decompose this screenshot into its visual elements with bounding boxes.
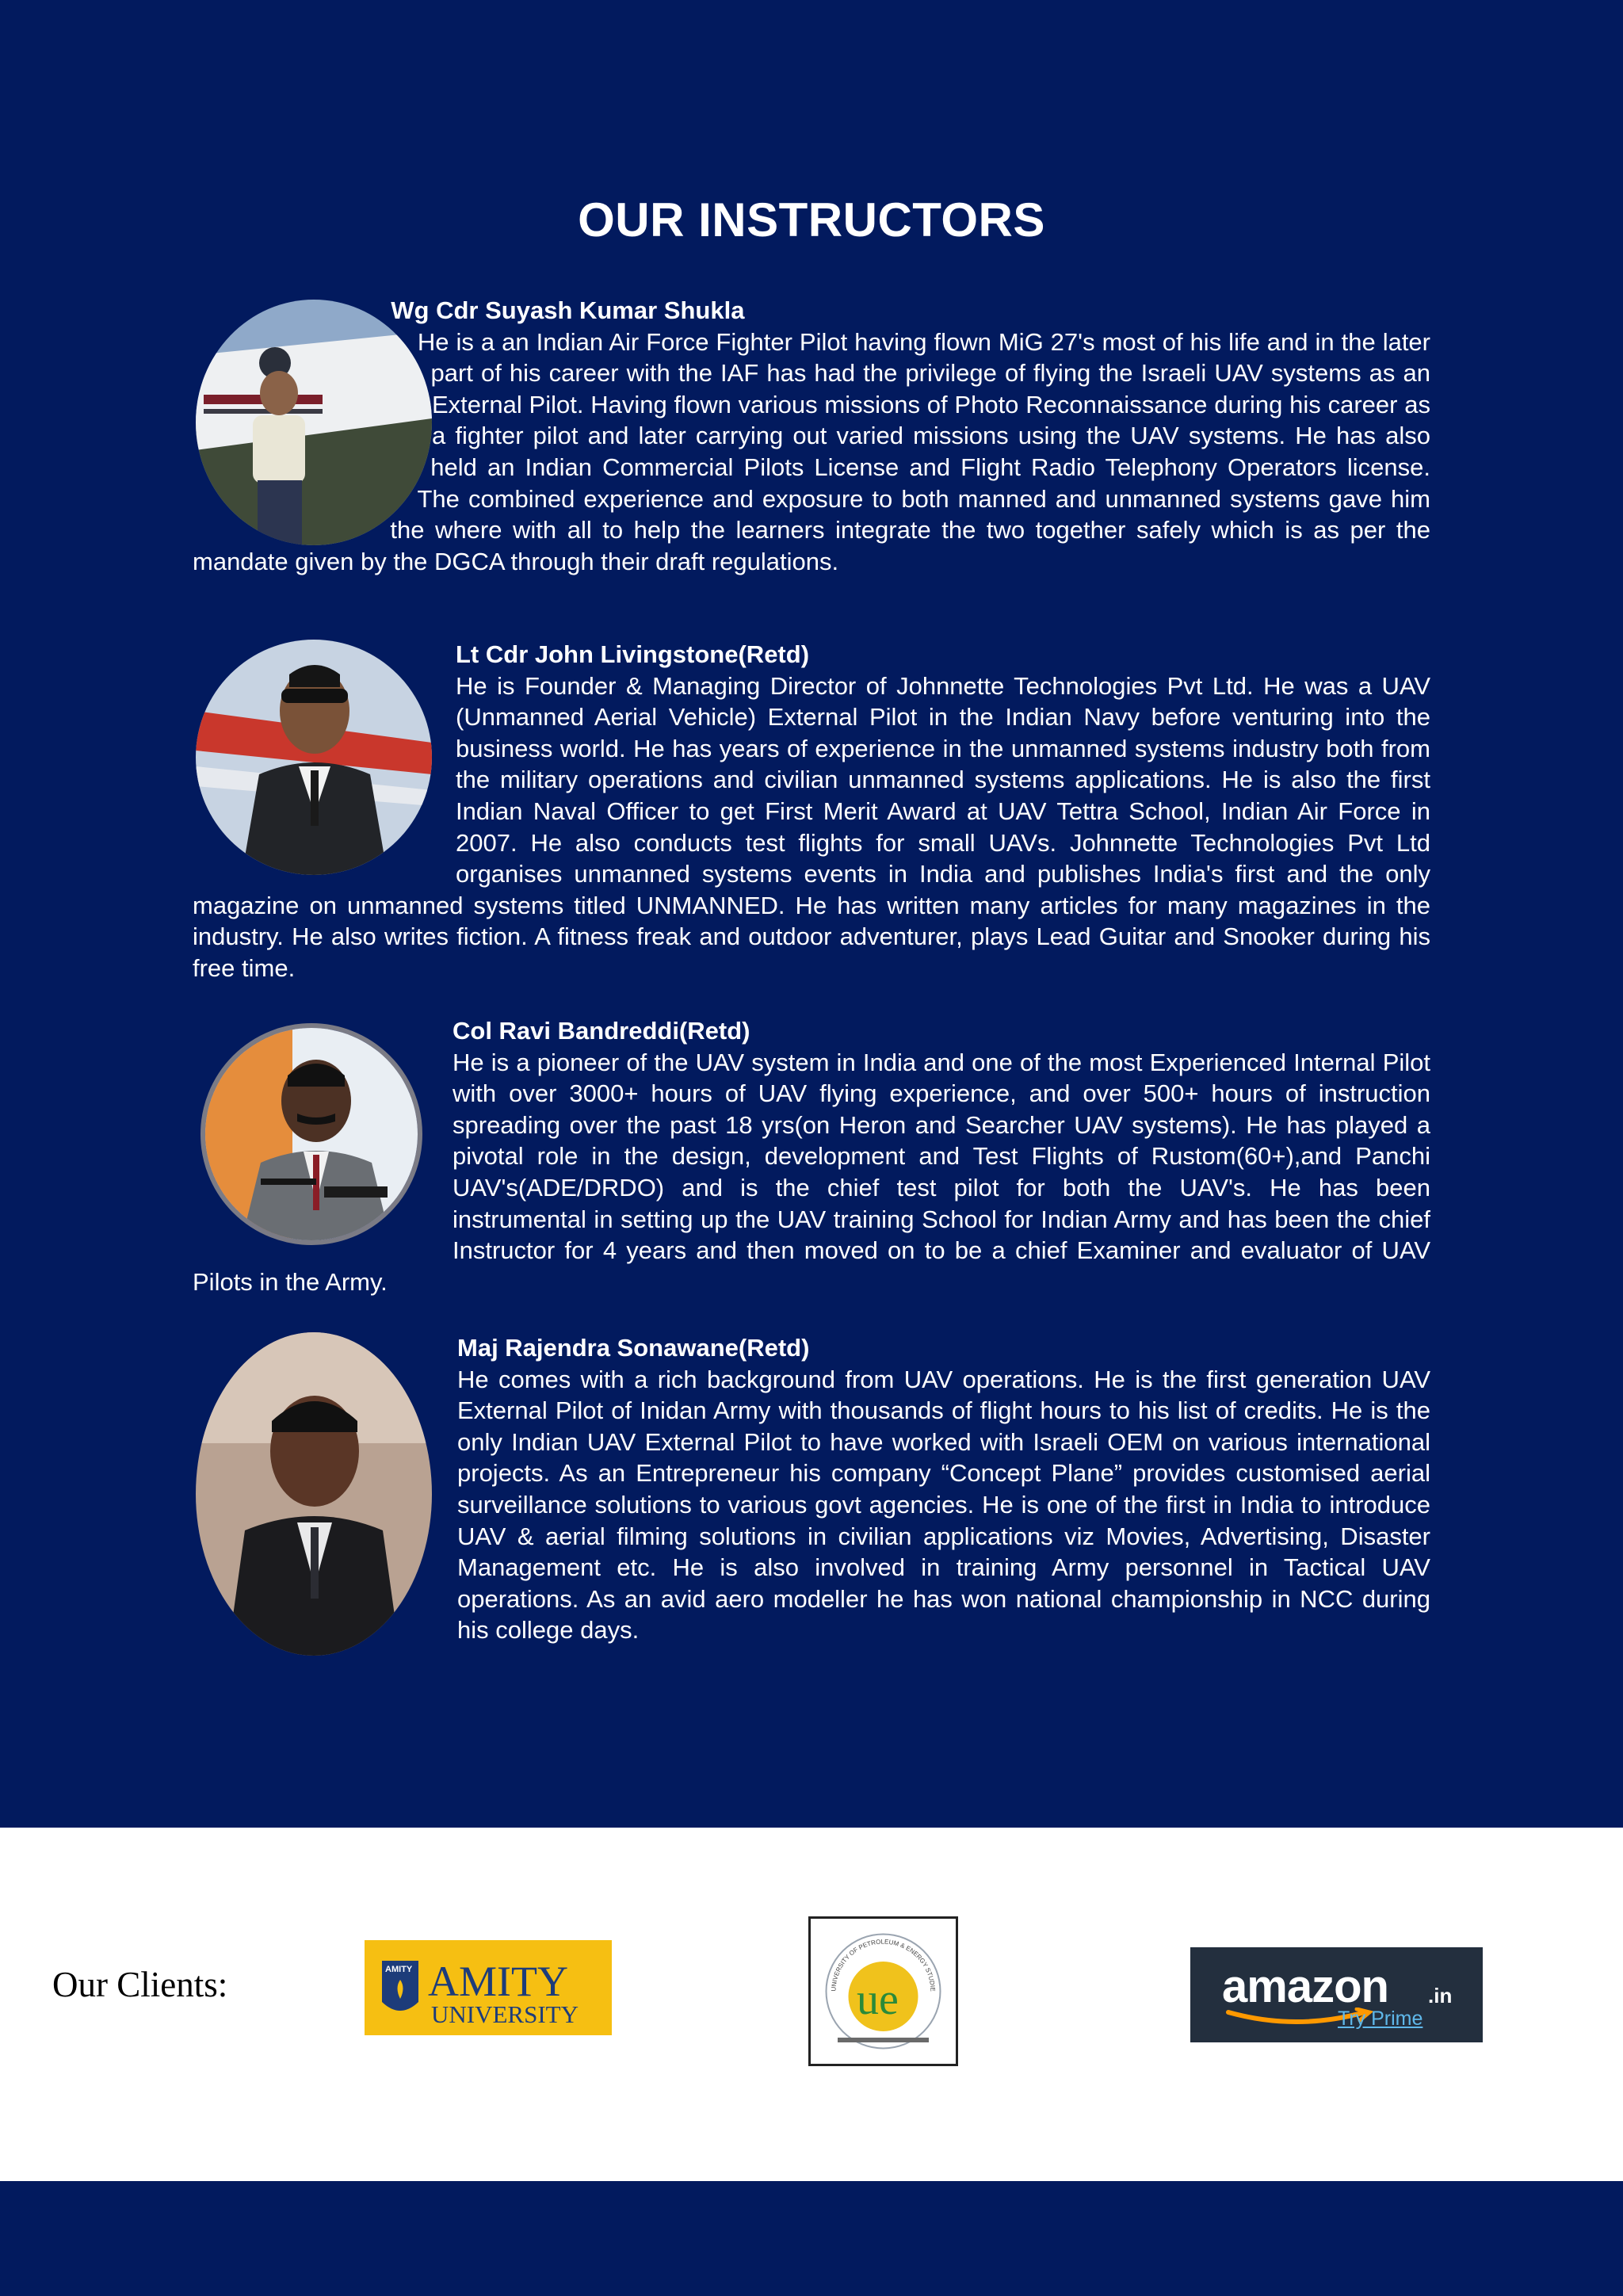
amazon-tld: .in bbox=[1428, 1984, 1453, 2008]
instructor-name: Maj Rajendra Sonawane(Retd) bbox=[457, 1334, 810, 1362]
instructor-photo bbox=[200, 1023, 422, 1245]
instructor-card bbox=[193, 1332, 1430, 1656]
amazon-logo bbox=[1190, 1947, 1483, 2042]
instructor-card bbox=[193, 295, 1430, 577]
amity-wordmark: AMITY bbox=[428, 1958, 568, 2005]
clients-label: Our Clients: bbox=[52, 1965, 228, 2004]
instructor-card bbox=[193, 1015, 1430, 1297]
instructor-photo bbox=[196, 1332, 432, 1656]
instructor-photo bbox=[196, 640, 432, 875]
try-prime-link[interactable]: Try Prime bbox=[1338, 2008, 1423, 2030]
amity-small-text: AMITY bbox=[385, 1965, 413, 1974]
photo-pilot-aircraft bbox=[196, 300, 432, 545]
amity-logo-art bbox=[365, 1940, 612, 2035]
photo-suited-man bbox=[196, 640, 432, 875]
upes-mark: ue bbox=[857, 1975, 899, 2024]
instructor-card bbox=[193, 639, 1430, 984]
photo-smiling-man bbox=[196, 1332, 432, 1656]
upes-logo-art bbox=[811, 1919, 956, 2064]
instructor-bio: He is a an Indian Air Force Fighter Pilot having flown MiG 27's most of his life and in the later part of his career with the IAF has had the privilege of flying the Israeli UAV systems as an External Pilot. Having flown various missions of Photo Reconnaissance during his career as a fighter pilot and later carrying out varied missions using the UAV systems. He has also held an Indian Commercial Pilots License and Flight Radio Telephony Operators license. The combined experience and exposure to both manned and unmanned systems gave him the where with all to help the learners integrate the two together safely which is as per the mandate given by the DGCA through their draft regulations. bbox=[193, 327, 1430, 575]
instructor-name: Col Ravi Bandreddi(Retd) bbox=[453, 1017, 750, 1045]
amity-university-logo bbox=[365, 1940, 612, 2035]
photo-speaker-podium bbox=[205, 1028, 418, 1240]
instructor-name: Lt Cdr John Livingstone(Retd) bbox=[456, 640, 810, 668]
instructor-bio: He is Founder & Managing Director of Johnnette Technologies Pvt Ltd. He was a UAV (Unmanned Aerial Vehicle) External Pilot in the Indian Navy before venturing into the business world. He has years of experience in the unmanned systems industry both from the military operations and civilian unmanned systems applications. He is also the first Indian Naval Officer to get First Merit Award at UAV Tettra School, Indian Air Force in 2007. He also conducts test flights for small UAVs. Johnnette Technologies Pvt Ltd organises unmanned systems events in India and publishes India's first and the only magazine on unmanned systems titled UNMANNED. He has written many articles for many magazines in the industry. He also writes fiction. A fitness freak and outdoor adventurer, plays Lead Guitar and Snooker during his free time. bbox=[193, 671, 1430, 982]
instructor-bio: He is a pioneer of the UAV system in India and one of the most Experienced Internal Pilot with over 3000+ hours of UAV flying experience, and over 500+ hours of instruction spreading over the past 18 yrs(on Heron and Searcher UAV systems). He has played a pivotal role in the design, development and Test Flights of Rustom(60+),and Panchi UAV's(ADE/DRDO) and is the chief test pilot for both the UAV's. He has been instrumental in setting up the UAV training School for Indian Army and has been the chief Instructor for 4 years and then moved on to be a chief Examiner and evaluator of UAV Pilots in the Army. bbox=[193, 1048, 1430, 1296]
instructor-photo bbox=[196, 300, 432, 545]
amazon-wordmark: amazon bbox=[1222, 1961, 1388, 2012]
upes-ring-text: UNIVERSITY OF PETROLEUM & ENERGY STUDIE bbox=[830, 1938, 937, 1992]
page-title: OUR INSTRUCTORS bbox=[578, 193, 1045, 246]
amity-university-text: UNIVERSITY bbox=[431, 2000, 579, 2028]
instructor-bio: He comes with a rich background from UAV operations. He is the first generation UAV External Pilot of Inidan Army with thousands of flight hours to his list of credits. He is the only Indian UAV External Pilot to have worked with Israeli OEM on various international projects. As an Entrepreneur his company “Concept Plane” provides customised aerial surveillance solutions to various govt agencies. He is one of the first in India to introduce UAV & aerial filming solutions in civilian applications viz Movies, Advertising, Disaster Management etc. He is also involved in training Army personnel in Tactical UAV operations. As an avid aero modeller he has won national championship in NCC during his college days. bbox=[457, 1365, 1430, 1645]
footer-band bbox=[0, 2181, 1623, 2296]
instructor-name: Wg Cdr Suyash Kumar Shukla bbox=[391, 296, 745, 324]
upes-logo bbox=[808, 1916, 958, 2066]
